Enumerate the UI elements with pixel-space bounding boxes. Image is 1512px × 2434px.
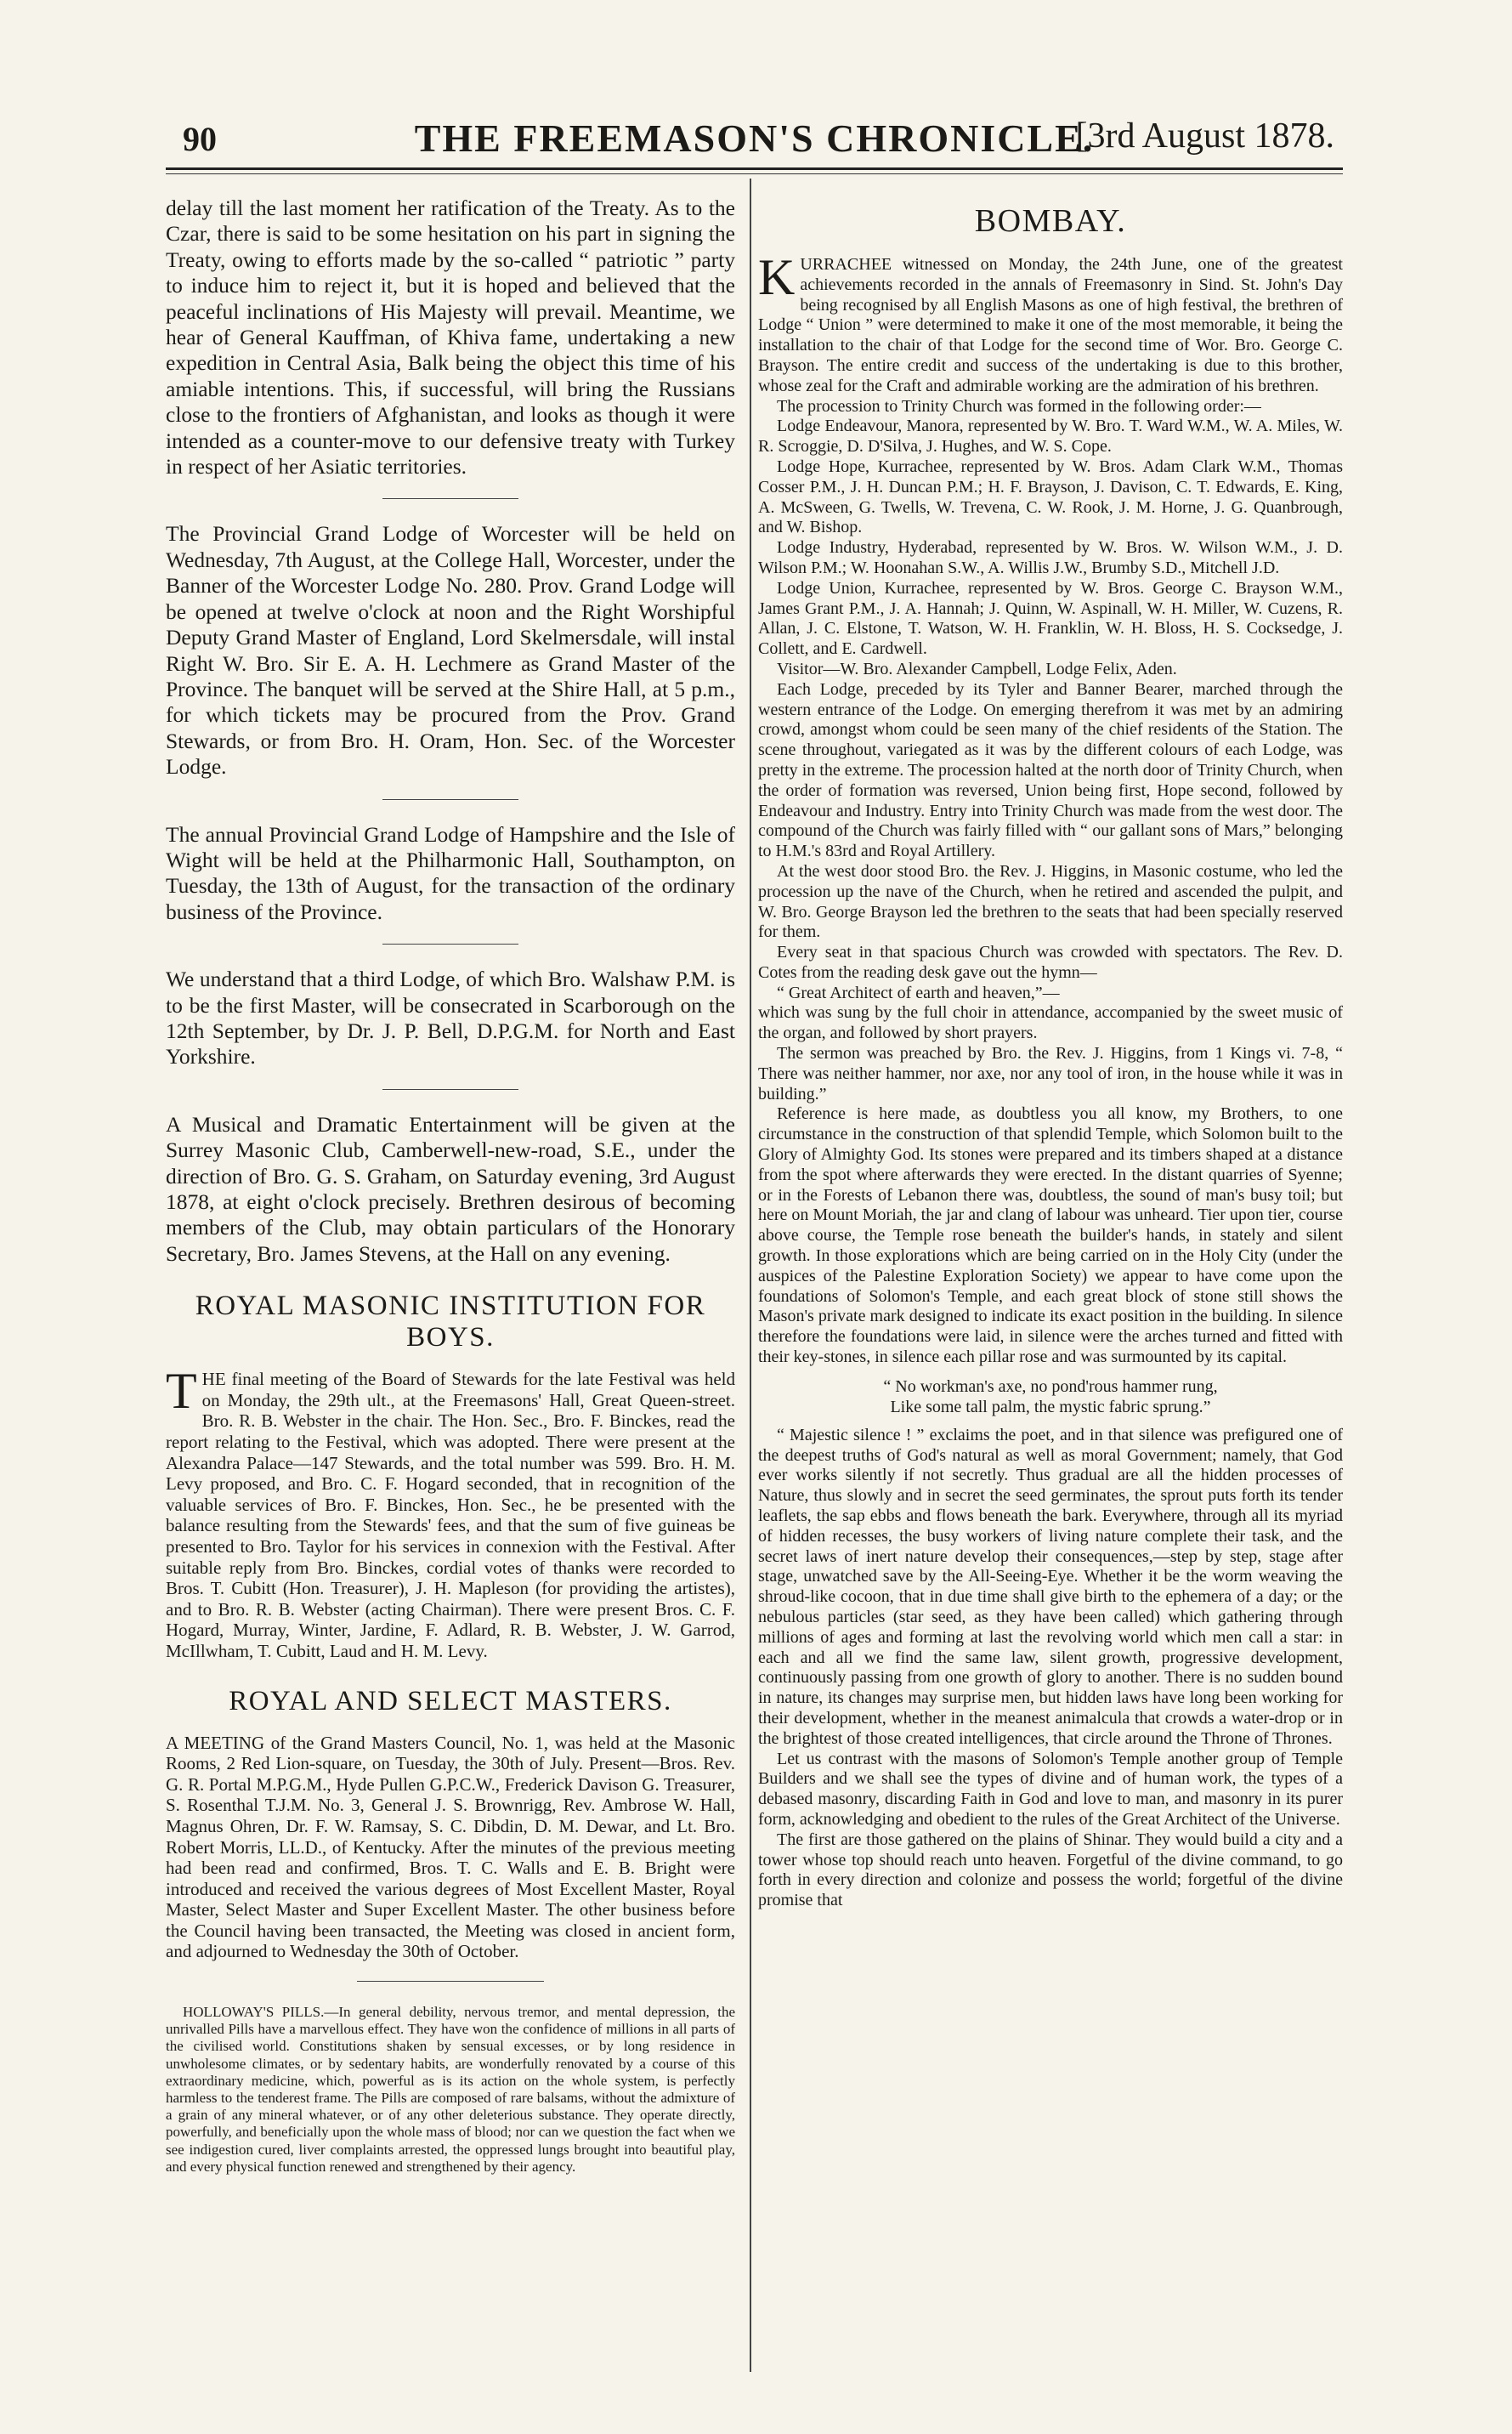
- bombay-paragraph: Every seat in that spacious Church was crowded with spectators. The Rev. D. Cotes from the reading desk gave out the hymn—: [758, 943, 1343, 982]
- left-column: [166, 196, 735, 2176]
- bombay-intro: KURRACHEE witnessed on Monday, the 24th June, one of the greatest achievements recorded in the annals of Freemasonry in Sind. St. John's Day being recognised by all English Masons as one of high festival, the brethren of Lodge “ Union ” were determined to make it one of the most memorable, it being the installation to the chair of that Lodge for the second time of Wor. Bro. George C. Brayson. The entire credit and success of the undertaking is due to this brother, whose zeal for the Craft and admirable working are the admiration of his brethren.: [758, 249, 1343, 395]
- issue-date: [3rd August 1878.: [1075, 116, 1334, 156]
- bombay-paragraph: Lodge Industry, Hyderabad, represented by W. Bros. W. Wilson W.M., J. D. Wilson P.M.; W. Hoonahan S.W., A. Willis J.W., Brumby S.D., Mitchell J.D.: [758, 538, 1343, 577]
- heading-boys-institution: ROYAL MASONIC INSTITUTION FOR BOYS.: [195, 1291, 706, 1353]
- verse-line: Like some tall palm, the mystic fabric sprung.”: [890, 1397, 1211, 1416]
- article-scarborough: We understand that a third Lodge, of which Bro. Walshaw P.M. is to be the first Master, will be consecrated in Scarborough on the 12th September, by Dr. J. P. Bell, D.P.G.M. for North and East Yorkshire.: [166, 967, 735, 1069]
- article-worcester: The Provincial Grand Lodge of Worcester will be held on Wednesday, 7th August, at the College Hall, Worcester, under the Banner of the Worcester Lodge No. 280. Prov. Grand Lodge will be opened at twelve o'clock at noon and the Right Worshipful Deputy Grand Master of England, Lord Skelmersdale, will instal Right W. Bro. Sir E. A. H. Lechmere as Grand Master of the Province. The banquet will be served at the Shire Hall, at 5 p.m., for which tickets may be procured from the Prov. Grand Stewards, or from Bro. H. Oram, Hon. Sec. of the Worcester Lodge.: [166, 521, 735, 780]
- bombay-paragraph: The sermon was preached by Bro. the Rev. J. Higgins, from 1 Kings vi. 7-8, “ There was neither hammer, nor axe, nor any tool of iron, in the house while it was in building.”: [758, 1044, 1343, 1104]
- bombay-paragraph: At the west door stood Bro. the Rev. J. Higgins, in Masonic costume, who led the procession up the nave of the Church, when he retired and ascended the pulpit, and W. Bro. George Brayson led the brethren to the seats that had been specially reserved for them.: [758, 861, 1343, 942]
- boys-section: [166, 1363, 735, 1661]
- drop-cap: K: [758, 249, 796, 305]
- separator: [357, 1981, 544, 1982]
- bombay-paragraph: Let us contrast with the masons of Solomon's Temple another group of Temple Builders and we shall see the types of divine and of human work, the types of a debased masonry, discarding Faith in God and love to man, and masonry in its purer form, acknowledging and obedient to the rules of the Great Architect of the Universe.: [758, 1749, 1343, 1829]
- bombay-paragraph: which was sung by the full choir in attendance, accompanied by the sweet music of the organ, and followed by short prayers.: [758, 1003, 1343, 1043]
- hymn-title: “ Great Architect of earth and heaven,”—: [777, 983, 1060, 1002]
- boys-paragraph: THE final meeting of the Board of Stewards for the late Festival was held on Monday, the 29th ult., at the Freemasons' Hall, Great Queen-street. Bro. R. B. Webster in the chair. The Hon. Sec., Bro. F. Binckes, read the report relating to the Festival, which was adopted. There were present at the Alexandra Palace—147 Stewards, and the total number was 599. Bro. H. M. Levy proposed, and Bro. C. F. Hogard seconded, that in recognition of the valuable services of Bro. F. Binckes, Hon. Sec., he be presented with the balance resulting from the Stewards' fees, and that the sum of five guineas be presented to Bro. Taylor for his services in connexion with the Festival. After suitable reply from Bro. Binckes, cordial votes of thanks were recorded to Bros. T. Cubitt (Hon. Treasurer), J. H. Mapleson (for providing the artistes), and to Bro. R. B. Webster (acting Chairman). There were present Bros. C. F. Hogard, Murray, Winter, Jardine, F. Adlard, R. B. Webster, J. W. Garrod, McIllwham, T. Cubitt, Laud and H. M. Levy.: [166, 1363, 735, 1661]
- masthead: [166, 100, 1343, 164]
- publication-title: THE FREEMASON'S CHRONICLE.: [414, 116, 1095, 160]
- select-masters-section: [166, 1733, 735, 1963]
- page-number: 90: [183, 120, 217, 158]
- verse-line: “ No workman's axe, no pond'rous hammer rung,: [883, 1376, 1218, 1396]
- article-continued: delay till the last moment her ratification of the Treaty. As to the Czar, there is said to be some hesitation on his part in signing the Treaty, owing to efforts made by the so-called “ patriotic ” party to induce him to reject it, but it is hoped and believed that the peaceful inclinations of His Majesty will prevail. Meantime, we hear of General Kauffman, of Khiva fame, undertaking a new expedition in Central Asia, Balk being the object this time of his amiable intentions. This, if successful, will bring the Russians close to the frontiers of Afghanistan, and looks as though it were intended as a counter-move to our defensive treaty with Turkey in respect of her Asiatic territories.: [166, 196, 735, 479]
- separator: [382, 799, 518, 800]
- bombay-paragraph: Each Lodge, preceded by its Tyler and Banner Bearer, marched through the western entrance of the Lodge. On emerging therefrom it was met by an admiring crowd, amongst whom could be seen many of the chief residents of the Station. The scene throughout, variegated as it was by the different colours of each Lodge, was pretty in the extreme. The procession halted at the north door of Trinity Church, when the order of formation was reversed, Union being first, Hope second, followed by Endeavour and Industry. Entry into Trinity Church was made from the west door. The compound of the Church was fairly filled with “ our gallant sons of Mars,” belonging to H.M.'s 83rd and Royal Artillery.: [758, 679, 1343, 861]
- bombay-paragraph: Visitor—W. Bro. Alexander Campbell, Lodge Felix, Aden.: [777, 659, 1177, 678]
- article-surrey-club: A Musical and Dramatic Entertainment will be given at the Surrey Masonic Club, Camberwell-new-road, S.E., under the direction of Bro. G. S. Graham, on Saturday evening, 3rd August 1878, at eight o'clock precisely. Brethren desirous of becoming members of the Club, may obtain particulars of the Honorary Secretary, Bro. James Stevens, at the Hall on any evening.: [166, 1111, 735, 1266]
- separator: [382, 944, 518, 945]
- bombay-paragraph: The procession to Trinity Church was formed in the following order:—: [777, 396, 1261, 416]
- bombay-paragraph: Reference is here made, as doubtless you all know, my Brothers, to one circumstance in the construction of that splendid Temple, which Solomon built to the Glory of Almighty God. Its stones were prepared and its timbers shaped at a distance from the spot where afterwards they were erected. In the distant quarries of Syenne; or in the Forests of Lebanon there was, doubtless, the sound of man's busy toil; but here on Mount Moriah, the jar and clang of labour was unheard. Tier upon tier, course above course, the Temple rose beneath the builder's hands, in stately and silent growth. In those explorations which are being carried on in the Holy City (under the auspices of the Palestine Exploration Society) we appear to have come upon the foundations of Solomon's Temple, and each great block of stone still shows the Mason's private mark designed to indicate its exact position in the building. In silence therefore the foundations were laid, in silence were the arches turned and fitted with their key-stones, in silence each pillar rose and was surmounted by its capital.: [758, 1104, 1343, 1367]
- heading-bombay: BOMBAY.: [974, 203, 1127, 239]
- article-hampshire: The annual Provincial Grand Lodge of Hampshire and the Isle of Wight will be held at the Philharmonic Hall, Southampton, on Tuesday, the 13th of August, for the transaction of the ordinary business of the Province.: [166, 821, 735, 924]
- header-rule: [166, 167, 1343, 170]
- advertisement-holloway: [166, 2004, 735, 2176]
- header-rule-thin: [166, 173, 1343, 174]
- verse-quote: [758, 1376, 1343, 1417]
- bombay-paragraph: Lodge Union, Kurrachee, represented by W. Bros. George C. Brayson W.M., James Grant P.M., J. A. Hannah; J. Quinn, W. Aspinall, W. H. Miller, W. Cuzens, R. Allan, J. C. Elstone, T. Watson, W. H. Franklin, W. H. Bloss, H. S. Cocksedge, J. Collett, and E. Cardwell.: [758, 578, 1343, 659]
- bombay-paragraph: The first are those gathered on the plains of Shinar. They would build a city and a tower whose top should reach unto heaven. Forgetful of the divine command, to go forth in every direction and colonize and possess the world; forgetful of the divine promise that: [758, 1830, 1343, 1910]
- column-divider: [750, 179, 751, 2372]
- select-masters-paragraph: A MEETING of the Grand Masters Council, No. 1, was held at the Masonic Rooms, 2 Red Lion-square, on Tuesday, the 30th of July. Present—Bros. Rev. G. R. Portal M.P.G.M., Hyde Pullen G.P.C.W., Frederick Davison G. Treasurer, S. Rosenthal T.J.M. No. 3, General J. S. Brownrigg, Rev. Ambrose W. Hall, Magnus Ohren, Dr. F. W. Ramsay, S. C. Dibdin, D. M. Dewar, and Lt. Bro. Robert Morris, LL.D., of Kentucky. After the minutes of the previous meeting had been read and confirmed, Bros. T. C. Walls and E. B. Bright were introduced and received the various degrees of Most Excellent Master, Royal Master, Select Master and Super Excellent Master. The other business before the Council having been transacted, the Meeting was closed in ancient form, and adjourned to Wednesday the 30th of October.: [166, 1732, 735, 1962]
- bombay-paragraph: Lodge Hope, Kurrachee, represented by W. Bros. Adam Clark W.M., Thomas Cosser P.M., J. H. Duncan P.M.; H. F. Brayson, J. Davison, C. T. Edwards, E. King, A. McSween, G. Twells, W. Trevena, C. W. Rook, J. M. Horne, J. G. Quanbrough, and W. Bishop.: [758, 457, 1343, 537]
- advertisement-text: HOLLOWAY'S PILLS.—In general debility, nervous tremor, and mental depression, the unrivalled Pills have a marvellous effect. They have won the confidence of millions in all parts of the civilised world. Constitutions shaken by sensual excesses, or by long residence in unwholesome climates, or by sedentary habits, are wonderfully renovated by a course of this extraordinary medicine, which, powerful as is its action on the whole system, is perfectly harmless to the tenderest frame. The Pills are composed of rare balsams, without the admixture of a grain of any mineral whatever, or of any other deleterious substance. They operate directly, powerfully, and beneficially upon the whole mass of blood; nor can we question the fact when we see indigestion cured, liver complaints arrested, the oppressed lungs brought into beautiful play, and every physical function renewed and strengthened by their agency.: [166, 2004, 735, 2175]
- bombay-paragraph: “ Majestic silence ! ” exclaims the poet, and in that silence was prefigured one of the deepest truths of God's natural as well as moral Government; namely, that God ever works silently if not secretly. Thus gradual are all the hidden processes of Nature, thus slowly and in secret the seed germinates, the sprout puts forth its tender leaflets, the sap ebbs and flows beneath the bark. Everywhere, through all its myriad of hidden recesses, the busy workers of living nature complete their task, and the secret laws of inert nature develop their consequences,—step by step, stage after stage, unwatched save by the All-Seeing-Eye. Whether it be the worm weaving the shroud-like cocoon, that in due time shall give birth to the ephemera of a day; or the nebulous particles (star seed, as they have been called) which gathering through millions of ages and forming at last the revolving world which men call a star: in each and all we find the same law, silent growth, progressive development, continuously passing from one growth of glory to another. There is no sudden bound in nature, its changes may surprise men, but hidden laws have long been working for their development, whether in the meanest animalcula that crowds a water-drop or in the brightest of those created intelligences, that circle around the Throne of Thrones.: [758, 1425, 1343, 1748]
- separator: [382, 1089, 518, 1090]
- right-column: [758, 196, 1343, 1911]
- bombay-paragraph: Lodge Endeavour, Manora, represented by W. Bro. T. Ward W.M., W. A. Miles, W. R. Scroggie, D. D'Silva, J. Hughes, and W. S. Cope.: [758, 417, 1343, 457]
- drop-cap: T: [166, 1363, 197, 1420]
- heading-select-masters: ROYAL AND SELECT MASTERS.: [229, 1685, 672, 1716]
- separator: [382, 498, 518, 499]
